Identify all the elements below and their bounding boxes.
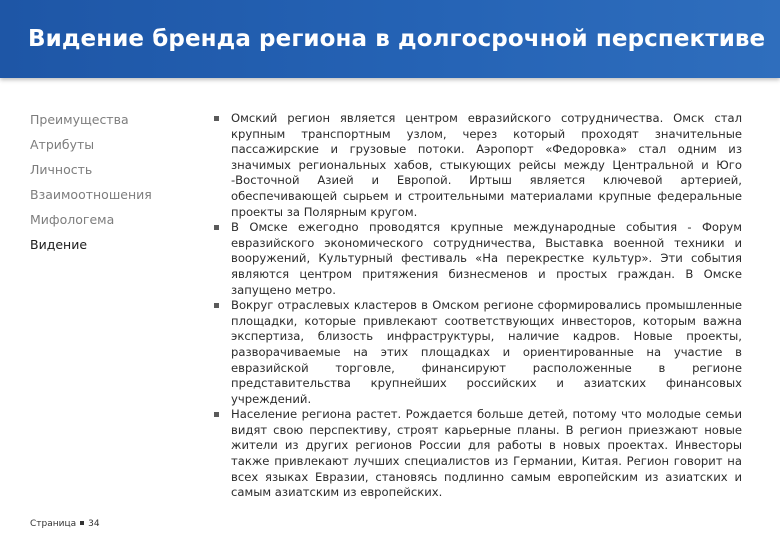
sidebar-item-personality[interactable]: Личность [30,162,93,177]
bullet-text: В Омске ежегодно проводятся крупные международные события - Форум евразийского экономического сотрудничества, Выставка военной техники и вооружений, Культурный фестиваль «На перекрестке культур». Эти события являются центром притяжения бизнесменов и простых граждан. В Омске запущено метро. [231,220,742,297]
list-item [212,298,742,407]
sidebar-item-vision[interactable]: Видение [30,237,88,252]
square-bullet-icon [214,225,219,230]
square-bullet-icon [214,116,219,121]
content-bullet-list [212,111,742,501]
page-number: 34 [88,519,100,529]
sidebar-item-relationships[interactable]: Взаимоотношения [30,187,152,202]
sidebar-item-attributes[interactable]: Атрибуты [30,137,95,152]
list-item [212,220,742,298]
page-footer [30,519,100,529]
list-item [212,407,742,501]
sidebar-nav [30,110,190,260]
sidebar-item-mythologem[interactable]: Мифологема [30,212,115,227]
square-separator-icon [80,521,84,525]
bullet-text: Омский регион является центром евразийского сотрудничества. Омск стал крупным транспортным узлом, через который проходят значительные пассажирские и грузовые потоки. Аэропорт «Федоровка» стал одним из значимых региональных хабов, стыкующих рейсы между Центральной и Юго -Восточной Азией и Европой. Иртыш является ключевой артерией, обеспечивающей сырьем и строительными материалами крупные федеральные проекты за Полярным кругом. [231,111,742,219]
square-bullet-icon [214,303,219,308]
square-bullet-icon [214,412,219,417]
page-label: Страница [30,519,77,529]
page-title: Видение бренда региона в долгосрочной перспективе [28,26,766,52]
bullet-text: Вокруг отраслевых кластеров в Омском регионе сформировались промышленные площадки, которые привлекают соответствующих инвесторов, которым важна экспертиза, близость инфраструктуры, наличие кадров. Новые проекты, разворачиваемые на этих площадках и ориентированные на участие в евразийской торговле, финансируют расположенные в регионе представительства крупнейших российских и азиатских финансовых учреждений. [231,298,742,406]
title-bar [0,0,780,78]
sidebar-item-advantages[interactable]: Преимущества [30,112,129,127]
bullet-text: Население региона растет. Рождается больше детей, потому что молодые семьи видят свою перспективу, строят карьерные планы. В регион приезжают новые жители из других регионов России для работы в новых проектах. Инвесторы также привлекают лучших специалистов из Германии, Китая. Регион говорит на всех языках Евразии, становясь подлинно самым европейским из азиатских и самым азиатским из европейских. [231,407,742,500]
list-item [212,111,742,220]
